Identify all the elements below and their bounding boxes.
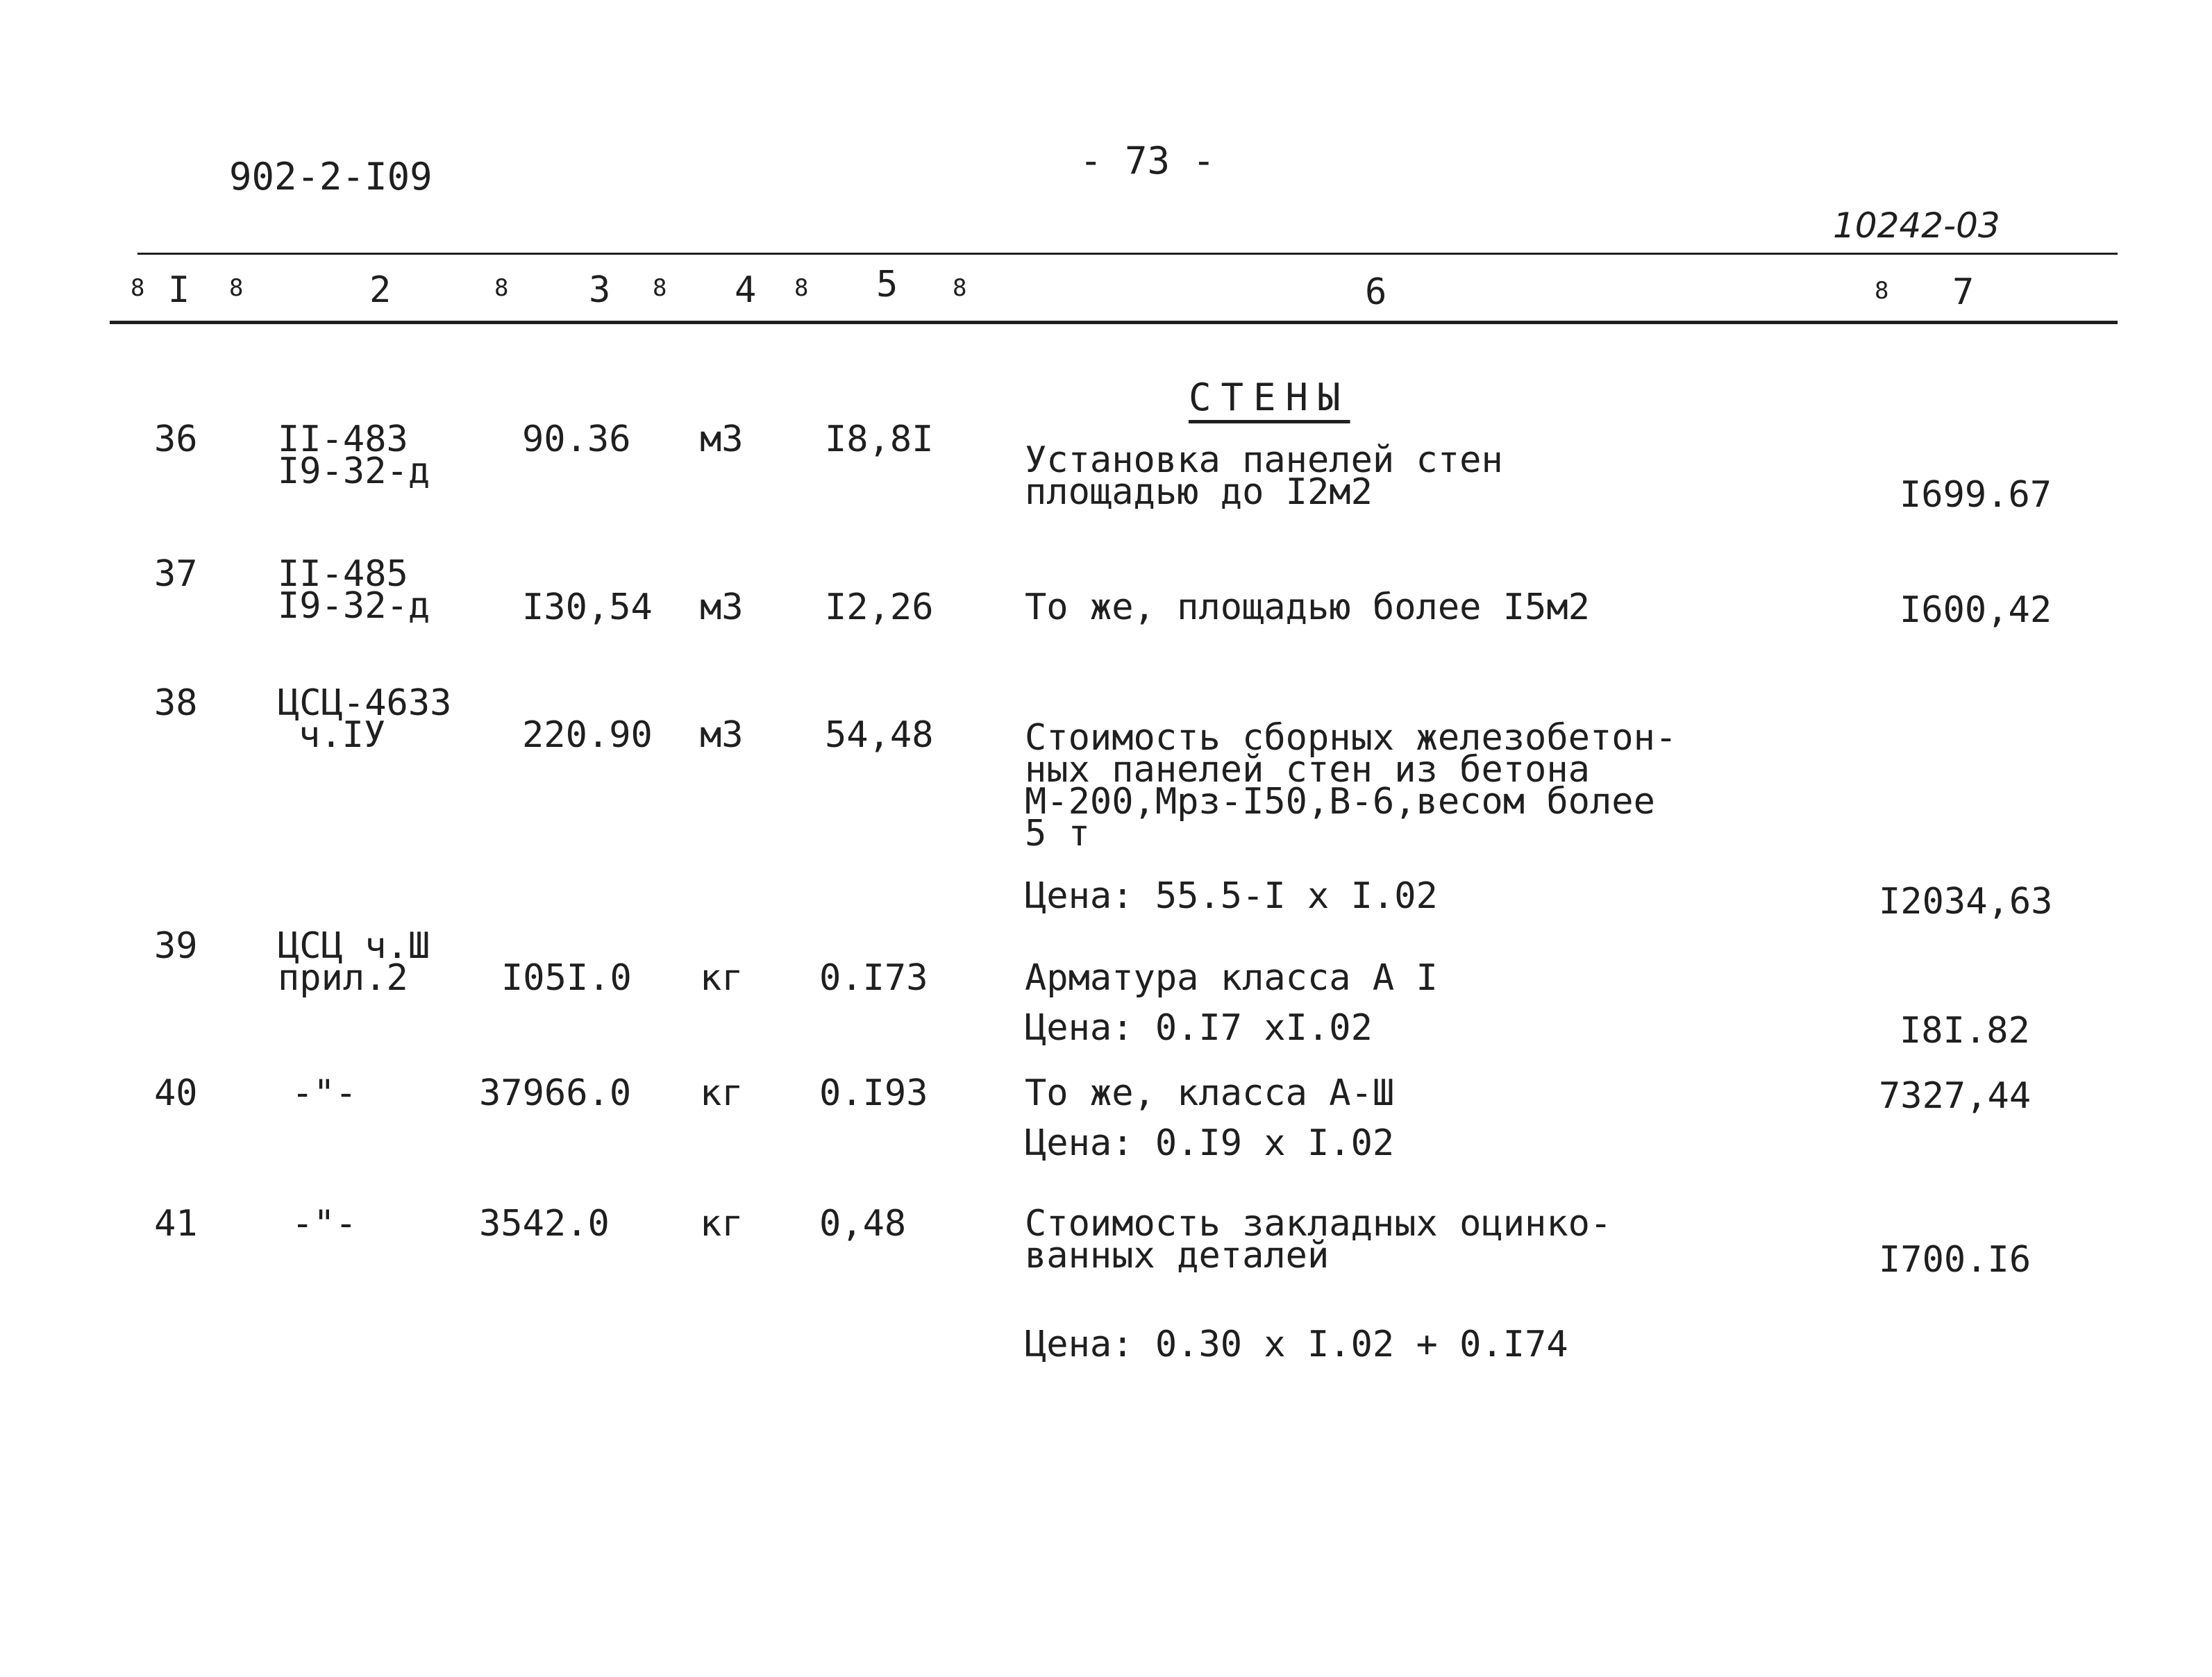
column-header-5: 5 (876, 264, 898, 305)
description-line: Установка панелей стен (1025, 439, 1503, 481)
header-top-rule (137, 253, 2118, 255)
archive-stamp: 10242-03 (1833, 205, 2000, 246)
total-cost: 7327,44 (1879, 1075, 2031, 1117)
unit: кг (700, 1203, 744, 1245)
column-header-6: 6 (1365, 271, 1387, 313)
quantity: 220.90 (522, 714, 653, 756)
row-number: 36 (154, 419, 198, 460)
column-header-2: 2 (369, 269, 392, 311)
column-separator: 8 (794, 274, 809, 302)
unit: м3 (700, 714, 744, 756)
total-cost: I700.I6 (1879, 1239, 2031, 1281)
unit: м3 (700, 419, 744, 460)
column-separator: 8 (1875, 277, 1889, 305)
norm-code: II-483 (278, 419, 408, 460)
norm-code: I9-32-д (278, 585, 430, 627)
unit-price: I2,26 (825, 587, 934, 628)
price-note: Цена: 0.I7 xI.02 (1025, 1007, 1373, 1049)
column-separator: 8 (653, 274, 667, 302)
column-header-7: 7 (1952, 271, 1975, 313)
norm-code: ЦСЦ-4633 (278, 682, 452, 724)
column-header-4: 4 (735, 269, 757, 311)
norm-code: -"- (292, 1072, 357, 1114)
header-bottom-rule (110, 321, 2118, 324)
quantity: I05I.0 (501, 957, 632, 999)
quantity: I30,54 (522, 587, 653, 628)
unit-price: 0.I73 (819, 957, 928, 999)
column-separator: 8 (494, 274, 509, 302)
unit-price: I8,8I (825, 419, 934, 460)
unit: кг (700, 957, 744, 999)
price-note: Цена: 55.5-I x I.02 (1025, 875, 1438, 917)
quantity: 90.36 (522, 419, 631, 460)
description-line: площадью до I2м2 (1025, 471, 1373, 513)
section-title: СТЕНЫ (1189, 376, 1350, 419)
page-number: - 73 - (1080, 139, 1216, 183)
document-code: 902-2-I09 (229, 155, 433, 199)
column-header-1: I (168, 269, 190, 311)
norm-code: ЦСЦ ч.Ш (278, 925, 430, 967)
unit-price: 54,48 (825, 714, 934, 756)
quantity: 3542.0 (479, 1203, 610, 1245)
description-line: ных панелей стен из бетона (1025, 749, 1590, 791)
total-cost: I2034,63 (1879, 881, 2053, 922)
description-line: 5 т (1025, 813, 1090, 854)
column-separator: 8 (229, 274, 244, 302)
description-line: Стоимость сборных железобетон- (1025, 717, 1677, 759)
description-line: То же, площадью более I5м2 (1025, 587, 1590, 628)
description-line: М-200,Мрз-I50,В-6,весом более (1025, 781, 1655, 823)
norm-code: ч.IУ (299, 714, 386, 756)
norm-code: I9-32-д (278, 450, 430, 492)
description-line: Арматура класса А I (1025, 957, 1438, 999)
description-line: Стоимость закладных оцинко- (1025, 1203, 1612, 1245)
price-note: Цена: 0.I9 x I.02 (1025, 1122, 1395, 1164)
column-header-3: 3 (589, 269, 611, 311)
row-number: 41 (154, 1203, 198, 1245)
column-separator: 8 (131, 274, 145, 302)
description-line: То же, класса А-Ш (1025, 1072, 1395, 1114)
row-number: 40 (154, 1072, 198, 1114)
total-cost: I600,42 (1900, 589, 2052, 631)
unit: м3 (700, 587, 744, 628)
column-separator: 8 (953, 274, 967, 302)
price-note: Цена: 0.30 x I.02 + 0.I74 (1025, 1324, 1568, 1365)
unit: кг (700, 1072, 744, 1114)
row-number: 37 (154, 553, 198, 595)
unit-price: 0,48 (819, 1203, 907, 1245)
quantity: 37966.0 (479, 1072, 632, 1114)
description-line: ванных деталей (1025, 1235, 1330, 1276)
total-cost: I8I.82 (1900, 1010, 2030, 1052)
row-number: 38 (154, 682, 198, 724)
unit-price: 0.I93 (819, 1072, 928, 1114)
total-cost: I699.67 (1900, 474, 2052, 516)
norm-code: прил.2 (278, 957, 408, 999)
row-number: 39 (154, 925, 198, 967)
norm-code: -"- (292, 1203, 357, 1245)
norm-code: II-485 (278, 553, 408, 595)
